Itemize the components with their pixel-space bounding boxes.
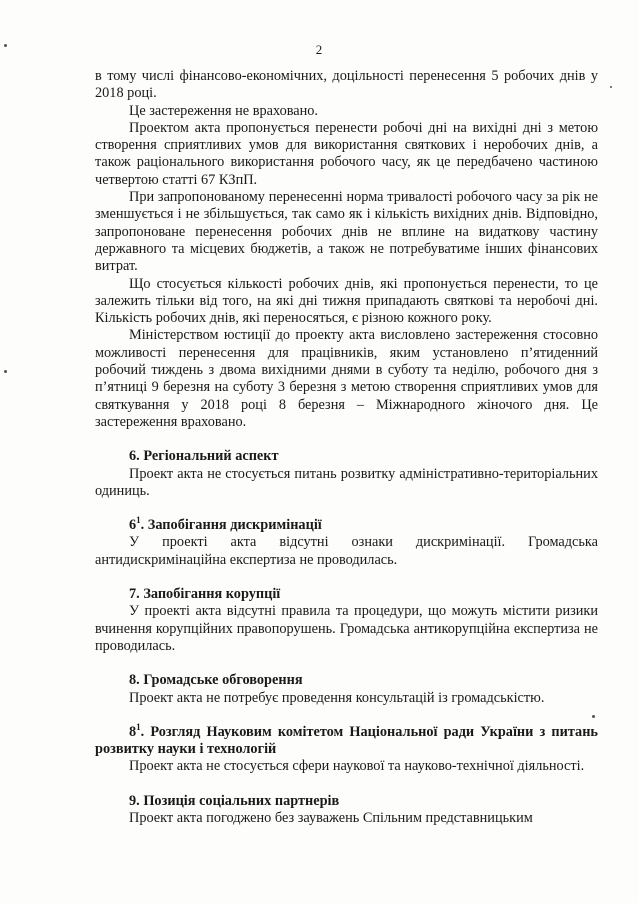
paragraph-continuation: в тому числі фінансово-економічних, доцільності перенесення 5 робочих днів у 2018 році. <box>95 68 598 102</box>
section-heading-corruption: 7. Запобігання корупції <box>129 586 281 603</box>
section-text-corruption: У проекті акта відсутні правила та процедури, що можуть містити ризики вчинення корупційних правопорушень. Громадська антикорупційна експертиза не проводилась. <box>95 603 598 654</box>
paragraph-working-time: При запропонованому перенесенні норма тривалості робочого часу за рік не зменшується і не збільшується, так само як і кількість вихідних днів. Відповідно, запропоноване перенесення робочих днів не вплине на видаткову частину державного та місцевих бюджетів, а також не потребуватиме інших фінансових витрат. <box>95 189 598 275</box>
section-text-discrimination: У проекті акта відсутні ознаки дискримінації. Громадська антидискримінаційна експертиза не проводилась. <box>95 534 598 568</box>
document-body <box>95 68 598 827</box>
section-heading-public-discussion: 8. Громадське обговорення <box>129 672 303 689</box>
section-heading-regional: 6. Регіональний аспект <box>129 448 279 465</box>
scan-speck <box>4 370 7 373</box>
section-text-public-discussion: Проект акта не потребує проведення консультацій із громадськістю. <box>129 689 545 706</box>
page-number: 2 <box>315 42 323 57</box>
paragraph-proposal: Проектом акта пропонується перенести робочі дні на вихідні дні з метою створення сприятливих умов для використання святкових і неробочих днів, а також раціонального використання робочого часу, як це передбачено частиною четвертою статті 67 КЗпП. <box>95 119 598 188</box>
section-text-social-partners: Проект акта погоджено без зауважень Спільним представницьким <box>129 809 533 826</box>
paragraph-days-count: Що стосується кількості робочих днів, які пропонується перенести, то це залежить тільки від того, на які дні тижня припадають святкові та неробочі дні. Кількість робочих днів, які переносяться, є різною кожного року. <box>95 275 598 327</box>
scan-speck <box>592 715 595 718</box>
paragraph-not-accepted: Це застереження не враховано. <box>129 102 319 119</box>
section-heading-discrimination: $6^1$. Запобігання дискримінації <box>129 515 322 534</box>
paragraph-ministry-justice: Міністерством юстиції до проекту акта висловлено застереження стосовно можливості перенесення для працівників, яким установлено п’ятиденний робочий тиждень з двома вихідними днями в суботу та неділю, робочого дня з п’ятниці 9 березня на суботу 3 березня з метою створення сприятливих умов для святкування у 2018 році 8 березня – Міжнародного жіночого дня. Це застереження враховано. <box>95 327 598 430</box>
scan-speck <box>4 44 7 47</box>
section-text-science-committee: Проект акта не стосується сфери наукової та науково-технічної діяльності. <box>129 758 585 775</box>
scan-speck <box>610 86 612 88</box>
section-heading-social-partners: 9. Позиція соціальних партнерів <box>129 792 340 809</box>
section-heading-science-committee: $8^1$. Розгляд Науковим комітетом Національної ради України з питань розвитку науки і технологій <box>95 722 598 758</box>
section-text-regional: Проект акта не стосується питань розвитку адміністративно-територіальних одиниць. <box>95 465 598 499</box>
